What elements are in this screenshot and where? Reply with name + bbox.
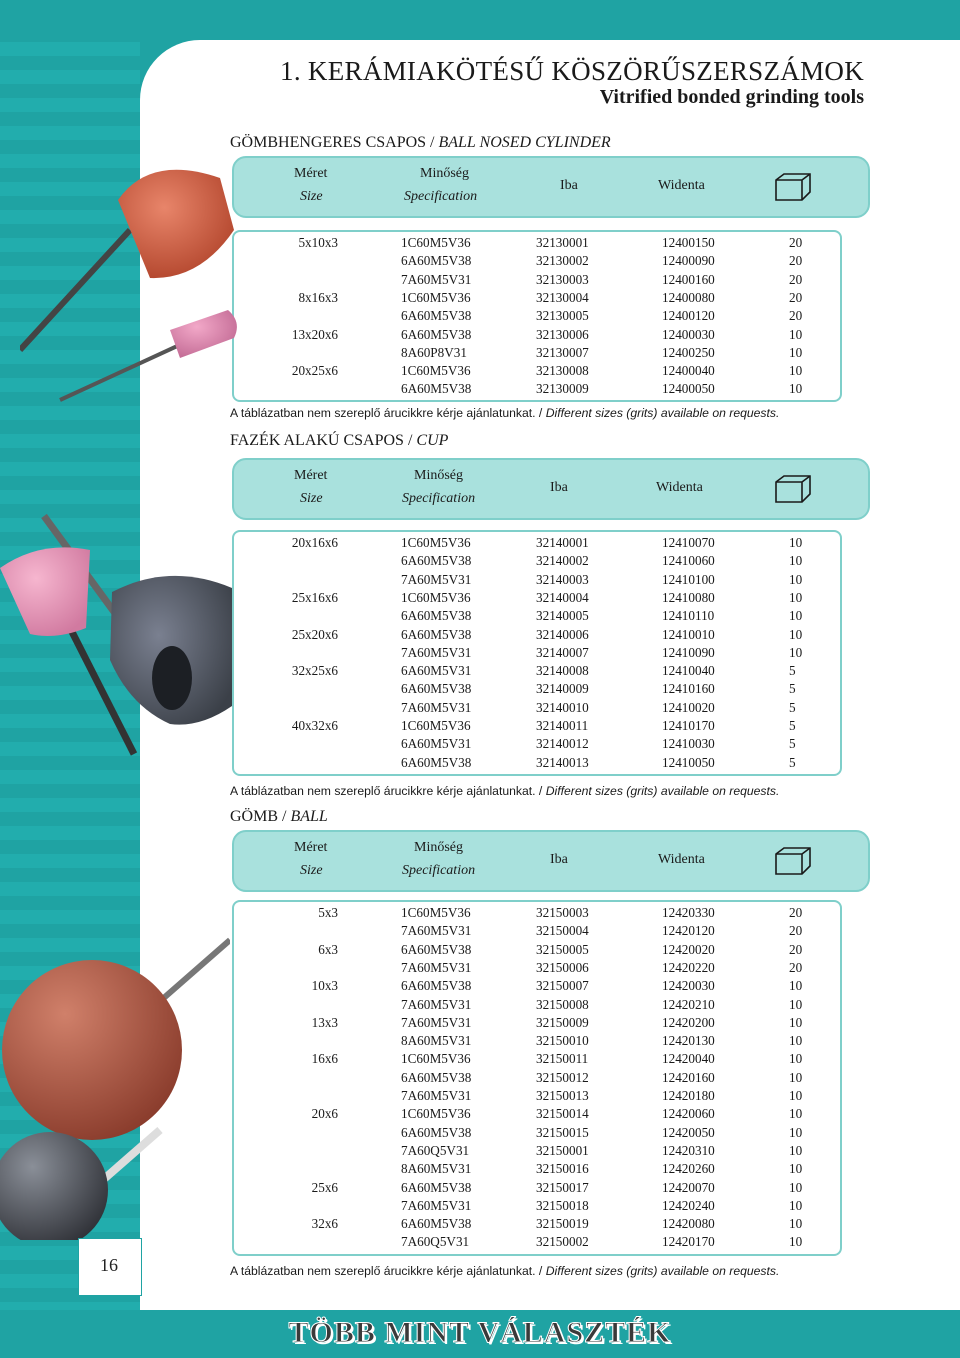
cell-pack-qty: 10 bbox=[789, 589, 803, 605]
cell-pack-qty: 20 bbox=[789, 959, 803, 975]
table-row bbox=[234, 1124, 840, 1142]
header-size-en: Size bbox=[300, 189, 323, 204]
table-row bbox=[234, 252, 840, 270]
cell-iba: 32150002 bbox=[536, 1234, 589, 1250]
cell-specification: 1C60M5V36 bbox=[401, 905, 471, 920]
cell-pack-qty: 10 bbox=[789, 644, 803, 660]
table-row bbox=[234, 699, 840, 717]
cell-pack-qty: 10 bbox=[789, 1234, 803, 1250]
cell-widenta: 12410020 bbox=[662, 699, 715, 715]
cell-widenta: 12400090 bbox=[662, 253, 715, 269]
table-row bbox=[234, 534, 840, 552]
cell-widenta: 12420020 bbox=[662, 941, 715, 957]
cell-specification: 6A60M5V38 bbox=[401, 626, 472, 642]
cell-iba: 32140002 bbox=[536, 553, 589, 569]
cell-iba: 32130003 bbox=[536, 271, 589, 287]
grey-ball-head-icon bbox=[0, 1132, 108, 1240]
cell-widenta: 12420200 bbox=[662, 1014, 715, 1030]
header-widenta: Widenta bbox=[658, 852, 705, 867]
table-cup bbox=[232, 530, 842, 776]
cell-pack-qty: 10 bbox=[789, 1124, 803, 1140]
cell-iba: 32150012 bbox=[536, 1069, 589, 1085]
cell-iba: 32150016 bbox=[536, 1161, 589, 1177]
cell-specification: 1C60M5V36 bbox=[401, 235, 471, 250]
table-row bbox=[234, 326, 840, 344]
cell-iba: 32140013 bbox=[536, 754, 589, 770]
cell-size: 13x20x6 bbox=[291, 326, 338, 342]
cell-pack-qty: 10 bbox=[789, 535, 803, 550]
table-row bbox=[234, 1233, 840, 1251]
cell-size: 16x6 bbox=[311, 1051, 338, 1067]
cell-widenta: 12420080 bbox=[662, 1216, 715, 1232]
cell-widenta: 12410060 bbox=[662, 553, 715, 569]
header-iba: Iba bbox=[550, 480, 568, 495]
table-row bbox=[234, 289, 840, 307]
cell-specification: 1C60M5V36 bbox=[401, 589, 471, 605]
ball-tool-images bbox=[0, 900, 230, 1240]
pink-cup-head-icon bbox=[0, 547, 90, 636]
cell-specification: 6A60M5V38 bbox=[401, 681, 472, 697]
cell-iba: 32140011 bbox=[536, 718, 589, 733]
cell-iba: 32150015 bbox=[536, 1124, 589, 1140]
cell-widenta: 12410100 bbox=[662, 571, 715, 587]
table-row bbox=[234, 571, 840, 589]
cell-specification: 1C60M5V36 bbox=[401, 1051, 471, 1067]
cell-size: 5x10x3 bbox=[298, 235, 338, 250]
cell-specification: 1C60M5V36 bbox=[401, 363, 471, 379]
cup-tool-images bbox=[0, 510, 240, 770]
table-row bbox=[234, 680, 840, 698]
cell-specification: 7A60M5V31 bbox=[401, 996, 472, 1012]
header-widenta: Widenta bbox=[656, 480, 703, 495]
cell-widenta: 12410040 bbox=[662, 663, 715, 679]
table-row bbox=[234, 1087, 840, 1105]
table-header bbox=[232, 156, 870, 218]
package-box-icon bbox=[774, 474, 812, 504]
cell-widenta: 12410050 bbox=[662, 754, 715, 770]
cell-size: 20x16x6 bbox=[291, 535, 338, 550]
package-box-icon bbox=[774, 172, 812, 202]
cell-widenta: 12400250 bbox=[662, 344, 715, 360]
cell-pack-qty: 20 bbox=[789, 308, 803, 324]
cell-size: 25x6 bbox=[311, 1179, 338, 1195]
cell-pack-qty: 10 bbox=[789, 1161, 803, 1177]
table-ball bbox=[232, 900, 842, 1256]
header-size-hu: Méret bbox=[294, 468, 328, 483]
footer-slogan: TÖBB MINT VÁLASZTÉK bbox=[288, 1316, 672, 1349]
cell-widenta: 12420030 bbox=[662, 978, 715, 994]
cell-widenta: 12410160 bbox=[662, 681, 715, 697]
cell-pack-qty: 20 bbox=[789, 905, 803, 920]
cell-iba: 32150009 bbox=[536, 1014, 589, 1030]
cell-iba: 32130005 bbox=[536, 308, 589, 324]
cell-pack-qty: 10 bbox=[789, 1069, 803, 1085]
cell-specification: 1C60M5V36 bbox=[401, 718, 471, 733]
cell-pack-qty: 10 bbox=[789, 1051, 803, 1067]
cell-size: 32x6 bbox=[311, 1216, 338, 1232]
page-title: 1. KERÁMIAKÖTÉSŰ KÖSZÖRŰSZERSZÁMOK bbox=[280, 56, 864, 86]
cell-specification: 7A60M5V31 bbox=[401, 644, 472, 660]
cell-pack-qty: 10 bbox=[789, 326, 803, 342]
table-ball-nosed bbox=[232, 230, 842, 402]
cell-specification: 1C60M5V36 bbox=[401, 289, 471, 305]
cell-iba: 32130006 bbox=[536, 326, 589, 342]
table-row bbox=[234, 271, 840, 289]
cell-iba: 32150013 bbox=[536, 1088, 589, 1103]
cell-iba: 32140009 bbox=[536, 681, 589, 697]
cell-iba: 32130002 bbox=[536, 253, 589, 269]
cell-specification: 6A60M5V38 bbox=[401, 253, 472, 269]
header-widenta: Widenta bbox=[658, 178, 705, 193]
cell-specification: 7A60Q5V31 bbox=[401, 1234, 470, 1250]
cell-pack-qty: 5 bbox=[789, 736, 796, 752]
cell-pack-qty: 10 bbox=[789, 1142, 803, 1158]
cell-iba: 32140005 bbox=[536, 608, 589, 624]
pink-grinding-head-icon bbox=[170, 310, 237, 358]
cell-iba: 32140008 bbox=[536, 663, 589, 679]
cell-widenta: 12400040 bbox=[662, 363, 715, 379]
cell-iba: 32140004 bbox=[536, 589, 589, 605]
cell-specification: 7A60M5V31 bbox=[401, 1014, 472, 1030]
cell-pack-qty: 10 bbox=[789, 1014, 803, 1030]
cell-widenta: 12400120 bbox=[662, 308, 715, 324]
package-box-icon bbox=[774, 846, 812, 876]
cell-pack-qty: 20 bbox=[789, 923, 803, 939]
cell-widenta: 12420170 bbox=[662, 1234, 715, 1250]
cell-pack-qty: 10 bbox=[789, 381, 803, 397]
cell-widenta: 12420310 bbox=[662, 1142, 715, 1158]
table-row bbox=[234, 307, 840, 325]
cell-pack-qty: 10 bbox=[789, 1216, 803, 1232]
section-title-ball-nosed: GÖMBHENGERES CSAPOS / BALL NOSED CYLINDER bbox=[230, 134, 611, 151]
section-title-ball: GÖMB / BALL bbox=[230, 808, 328, 825]
table-row bbox=[234, 1050, 840, 1068]
cell-size: 8x16x3 bbox=[298, 289, 338, 305]
cell-pack-qty: 10 bbox=[789, 1106, 803, 1122]
cell-pack-qty: 10 bbox=[789, 1179, 803, 1195]
table-row bbox=[234, 754, 840, 772]
table-row bbox=[234, 1215, 840, 1233]
cell-pack-qty: 20 bbox=[789, 941, 803, 957]
cell-iba: 32140010 bbox=[536, 699, 589, 715]
cell-widenta: 12410010 bbox=[662, 626, 715, 642]
header-size-hu: Méret bbox=[294, 840, 328, 855]
cell-pack-qty: 10 bbox=[789, 1088, 803, 1103]
cell-widenta: 12420120 bbox=[662, 923, 715, 939]
table-row bbox=[234, 1105, 840, 1123]
cell-widenta: 12420060 bbox=[662, 1106, 715, 1122]
cell-iba: 32140003 bbox=[536, 571, 589, 587]
cell-size: 40x32x6 bbox=[291, 718, 338, 733]
cell-widenta: 12420240 bbox=[662, 1197, 715, 1213]
cell-specification: 7A60M5V31 bbox=[401, 271, 472, 287]
table-row bbox=[234, 552, 840, 570]
table-row bbox=[234, 1069, 840, 1087]
cell-specification: 7A60M5V31 bbox=[401, 959, 472, 975]
header-spec-hu: Minőség bbox=[420, 166, 469, 181]
cell-iba: 32140001 bbox=[536, 535, 589, 550]
cell-pack-qty: 20 bbox=[789, 271, 803, 287]
cell-widenta: 12420130 bbox=[662, 1033, 715, 1049]
orange-grinding-head-icon bbox=[118, 170, 234, 278]
table-row bbox=[234, 996, 840, 1014]
cell-iba: 32130004 bbox=[536, 289, 589, 305]
cell-pack-qty: 10 bbox=[789, 553, 803, 569]
header-size-en: Size bbox=[300, 491, 323, 506]
section-title-cup: FAZÉK ALAKÚ CSAPOS / CUP bbox=[230, 432, 449, 449]
table-row bbox=[234, 607, 840, 625]
cell-pack-qty: 10 bbox=[789, 363, 803, 379]
cell-iba: 32130001 bbox=[536, 235, 589, 250]
cell-specification: 6A60M5V38 bbox=[401, 1124, 472, 1140]
cell-specification: 7A60M5V31 bbox=[401, 571, 472, 587]
cell-widenta: 12410080 bbox=[662, 589, 715, 605]
cell-widenta: 12420070 bbox=[662, 1179, 715, 1195]
cell-iba: 32150001 bbox=[536, 1142, 589, 1158]
table-row bbox=[234, 662, 840, 680]
cell-specification: 8A60M5V31 bbox=[401, 1161, 472, 1177]
cell-iba: 32140007 bbox=[536, 644, 589, 660]
page-number: 16 bbox=[100, 1255, 118, 1275]
table-row bbox=[234, 362, 840, 380]
cell-iba: 32130009 bbox=[536, 381, 589, 397]
cell-pack-qty: 10 bbox=[789, 996, 803, 1012]
cell-iba: 32140012 bbox=[536, 736, 589, 752]
cell-size: 32x25x6 bbox=[291, 663, 338, 679]
cell-widenta: 12410030 bbox=[662, 736, 715, 752]
table-row bbox=[234, 717, 840, 735]
cell-pack-qty: 10 bbox=[789, 608, 803, 624]
header-size-hu: Méret bbox=[294, 166, 328, 181]
cell-specification: 1C60M5V36 bbox=[401, 535, 471, 550]
table-row bbox=[234, 904, 840, 922]
cell-widenta: 12420330 bbox=[662, 905, 715, 920]
table-row bbox=[234, 977, 840, 995]
cell-pack-qty: 10 bbox=[789, 1033, 803, 1049]
header-spec-hu: Minőség bbox=[414, 840, 463, 855]
table-row bbox=[234, 234, 840, 252]
cell-specification: 6A60M5V38 bbox=[401, 308, 472, 324]
cell-iba: 32150004 bbox=[536, 923, 589, 939]
header-size-en: Size bbox=[300, 863, 323, 878]
cell-iba: 32130007 bbox=[536, 344, 589, 360]
table-row bbox=[234, 959, 840, 977]
table-row bbox=[234, 589, 840, 607]
cell-widenta: 12410090 bbox=[662, 644, 715, 660]
cell-pack-qty: 10 bbox=[789, 978, 803, 994]
cell-specification: 6A60M5V38 bbox=[401, 1179, 472, 1195]
cell-widenta: 12420040 bbox=[662, 1051, 715, 1067]
note-text: A táblázatban nem szereplő árucikkre kérje ajánlatunkat. / Different sizes (grits) available on requests. bbox=[230, 406, 780, 420]
cell-pack-qty: 5 bbox=[789, 754, 796, 770]
red-ball-head-icon bbox=[2, 960, 182, 1140]
cell-specification: 6A60M5V38 bbox=[401, 1216, 472, 1232]
cell-specification: 6A60M5V38 bbox=[401, 754, 472, 770]
table-row bbox=[234, 1179, 840, 1197]
cell-widenta: 12420160 bbox=[662, 1069, 715, 1085]
cell-iba: 32140006 bbox=[536, 626, 589, 642]
cell-widenta: 12410070 bbox=[662, 535, 715, 550]
cell-size: 5x3 bbox=[318, 905, 338, 920]
header-spec-en: Specification bbox=[402, 491, 476, 506]
cell-iba: 32150008 bbox=[536, 996, 589, 1012]
cell-widenta: 12420180 bbox=[662, 1088, 715, 1103]
header-spec-en: Specification bbox=[402, 863, 476, 878]
cell-iba: 32150011 bbox=[536, 1051, 589, 1067]
cell-specification: 6A60M5V38 bbox=[401, 326, 472, 342]
cell-specification: 1C60M5V36 bbox=[401, 1106, 471, 1122]
cell-pack-qty: 20 bbox=[789, 235, 803, 250]
table-row bbox=[234, 1160, 840, 1178]
cell-specification: 7A60Q5V31 bbox=[401, 1142, 470, 1158]
cell-pack-qty: 5 bbox=[789, 681, 796, 697]
cell-size: 10x3 bbox=[311, 978, 338, 994]
cell-specification: 6A60M5V38 bbox=[401, 608, 472, 624]
ball-nosed-tool-images bbox=[20, 160, 240, 420]
cell-specification: 8A60P8V31 bbox=[401, 344, 467, 360]
header-spec-hu: Minőség bbox=[414, 468, 463, 483]
cell-widenta: 12420260 bbox=[662, 1161, 715, 1177]
cell-specification: 8A60M5V31 bbox=[401, 1033, 472, 1049]
cell-widenta: 12400050 bbox=[662, 381, 715, 397]
cell-widenta: 12400150 bbox=[662, 235, 715, 250]
cell-pack-qty: 5 bbox=[789, 663, 796, 679]
cell-pack-qty: 10 bbox=[789, 626, 803, 642]
cell-size: 20x25x6 bbox=[291, 363, 338, 379]
cell-specification: 6A60M5V38 bbox=[401, 941, 472, 957]
cell-iba: 32150017 bbox=[536, 1179, 589, 1195]
cell-widenta: 12420210 bbox=[662, 996, 715, 1012]
cell-specification: 7A60M5V31 bbox=[401, 1197, 472, 1213]
cell-widenta: 12420050 bbox=[662, 1124, 715, 1140]
cell-iba: 32150006 bbox=[536, 959, 589, 975]
table-header bbox=[232, 458, 870, 520]
cell-pack-qty: 10 bbox=[789, 344, 803, 360]
table-row bbox=[234, 380, 840, 398]
cell-iba: 32150007 bbox=[536, 978, 589, 994]
table-header bbox=[232, 830, 870, 892]
header-iba: Iba bbox=[550, 852, 568, 867]
cell-size: 25x16x6 bbox=[291, 589, 338, 605]
cell-pack-qty: 5 bbox=[789, 699, 796, 715]
cell-specification: 7A60M5V31 bbox=[401, 1088, 472, 1103]
table-row bbox=[234, 1032, 840, 1050]
cell-specification: 6A60M5V38 bbox=[401, 553, 472, 569]
header-iba: Iba bbox=[560, 178, 578, 193]
cell-widenta: 12400030 bbox=[662, 326, 715, 342]
table-row bbox=[234, 626, 840, 644]
cell-pack-qty: 5 bbox=[789, 718, 796, 733]
cell-specification: 7A60M5V31 bbox=[401, 923, 472, 939]
cell-specification: 6A60M5V31 bbox=[401, 736, 472, 752]
table-row bbox=[234, 344, 840, 362]
note-text: A táblázatban nem szereplő árucikkre kérje ajánlatunkat. / Different sizes (grits) available on requests. bbox=[230, 784, 780, 798]
cell-widenta: 12420220 bbox=[662, 959, 715, 975]
cell-pack-qty: 10 bbox=[789, 1197, 803, 1213]
cell-widenta: 12400160 bbox=[662, 271, 715, 287]
cell-iba: 32150018 bbox=[536, 1197, 589, 1213]
header-spec-en: Specification bbox=[404, 189, 478, 204]
cell-iba: 32150019 bbox=[536, 1216, 589, 1232]
cell-size: 25x20x6 bbox=[291, 626, 338, 642]
cell-size: 13x3 bbox=[311, 1014, 338, 1030]
cell-specification: 6A60M5V31 bbox=[401, 663, 472, 679]
cell-iba: 32150014 bbox=[536, 1106, 589, 1122]
cell-specification: 7A60M5V31 bbox=[401, 699, 472, 715]
cell-pack-qty: 10 bbox=[789, 571, 803, 587]
cell-size: 6x3 bbox=[318, 941, 338, 957]
cell-iba: 32150005 bbox=[536, 941, 589, 957]
table-row bbox=[234, 1142, 840, 1160]
table-row bbox=[234, 1014, 840, 1032]
cell-specification: 6A60M5V38 bbox=[401, 381, 472, 397]
cell-widenta: 12400080 bbox=[662, 289, 715, 305]
note-text: A táblázatban nem szereplő árucikkre kérje ajánlatunkat. / Different sizes (grits) available on requests. bbox=[230, 1264, 780, 1278]
cell-iba: 32150003 bbox=[536, 905, 589, 920]
cell-specification: 6A60M5V38 bbox=[401, 1069, 472, 1085]
table-row bbox=[234, 1197, 840, 1215]
table-row bbox=[234, 922, 840, 940]
table-row bbox=[234, 644, 840, 662]
table-row bbox=[234, 941, 840, 959]
cell-iba: 32150010 bbox=[536, 1033, 589, 1049]
cell-iba: 32130008 bbox=[536, 363, 589, 379]
cell-pack-qty: 20 bbox=[789, 253, 803, 269]
cell-widenta: 12410170 bbox=[662, 718, 715, 733]
cell-pack-qty: 20 bbox=[789, 289, 803, 305]
cell-widenta: 12410110 bbox=[662, 608, 715, 624]
cell-specification: 6A60M5V38 bbox=[401, 978, 472, 994]
top-band bbox=[0, 0, 960, 40]
cell-size: 20x6 bbox=[311, 1106, 338, 1122]
page-subtitle: Vitrified bonded grinding tools bbox=[599, 86, 864, 108]
table-row bbox=[234, 735, 840, 753]
